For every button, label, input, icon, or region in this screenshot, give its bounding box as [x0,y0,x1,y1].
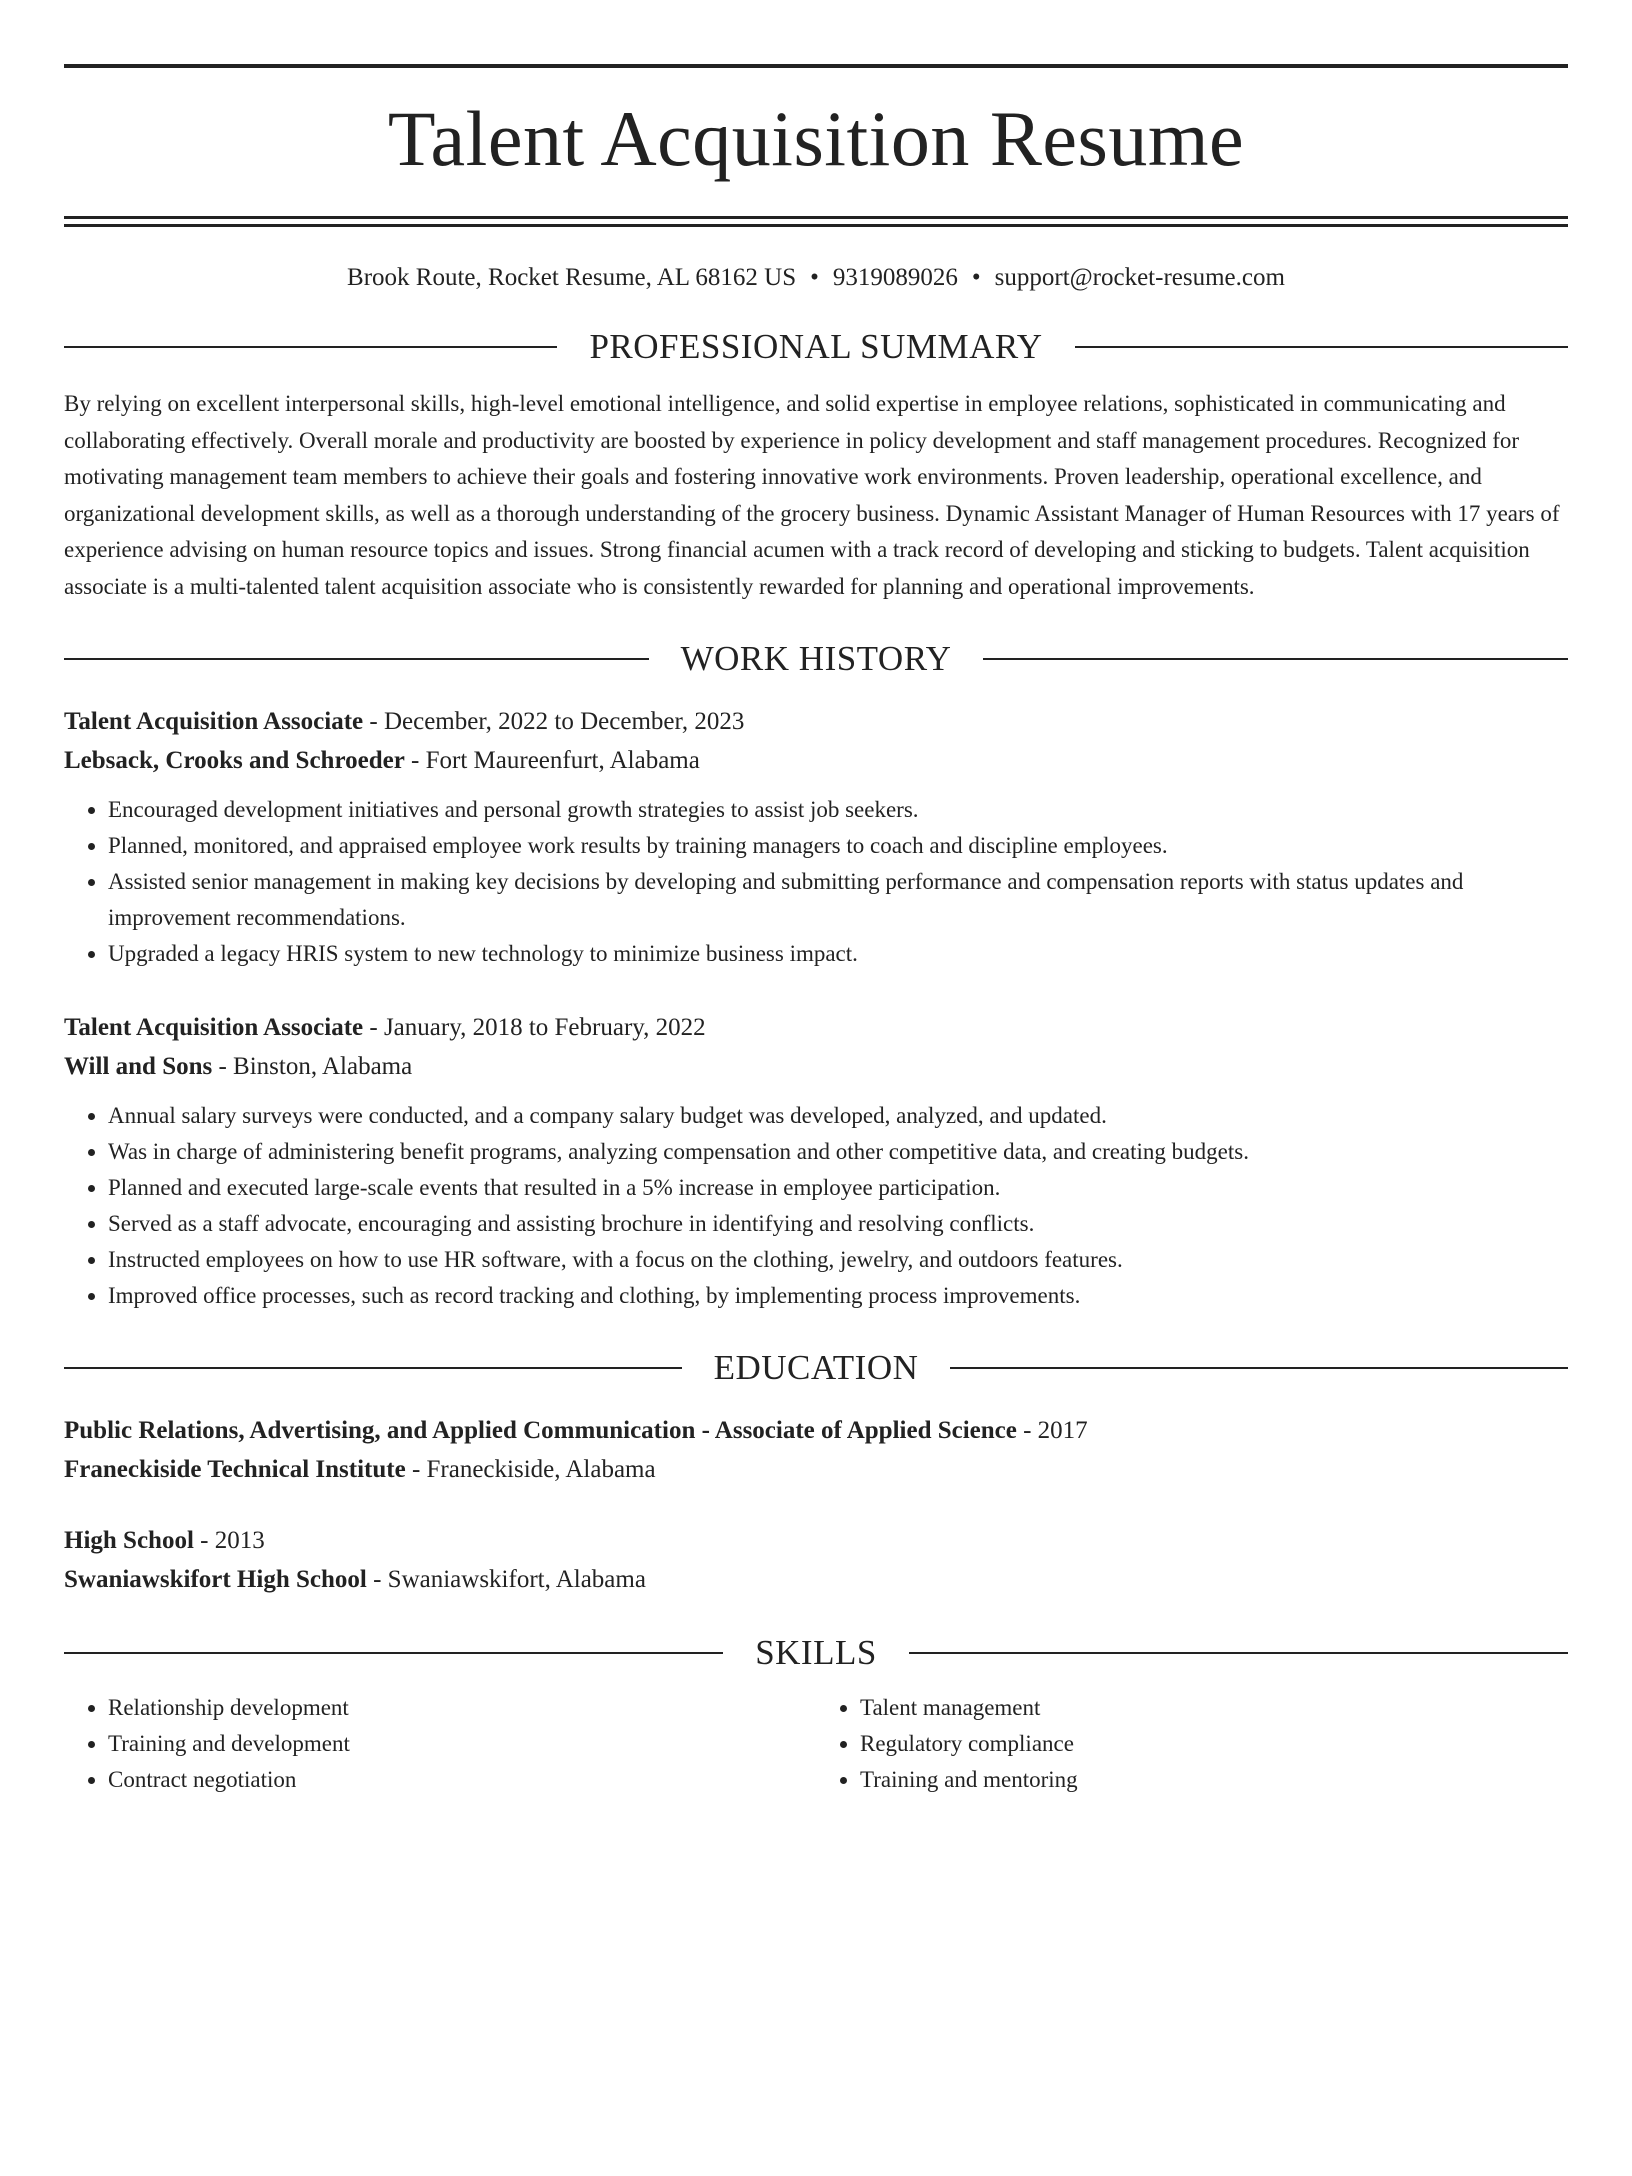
section-header-skills [64,1635,1568,1670]
education-school: Swaniawskifort High School [64,1566,367,1593]
job-entry [64,702,1568,972]
education-degree: High School [64,1527,194,1554]
section-rule-left [64,1367,682,1369]
list-item: • Annual salary surveys were conducted, and a company salary budget was developed, analyzed, and updated. [108,1098,1568,1134]
job-company: Lebsack, Crooks and Schroeder [64,747,405,774]
skills-list [64,1690,1568,1798]
section-header-summary [64,329,1568,364]
list-item: • Was in charge of administering benefit programs, analyzing compensation and other competitive data, and creating budgets. [108,1134,1568,1170]
section-rule-left [64,1652,723,1654]
job-company-line [64,741,1568,780]
section-header-education [64,1350,1568,1385]
section-title: PROFESSIONAL SUMMARY [589,327,1043,366]
resume-title: Talent Acquisition Resume [387,95,1245,182]
education-location: - Swaniawskifort, Alabama [366,1566,646,1593]
contact-address: Brook Route, Rocket Resume, AL 68162 US [347,264,797,291]
contact-separator: • [810,264,819,291]
job-bullets [64,1098,1568,1314]
list-item: • Encouraged development initiatives and personal growth strategies to assist job seekers. [108,792,1568,828]
job-company: Will and Sons [64,1053,213,1080]
job-company-line [64,1047,1568,1086]
skill-item: • Relationship development [108,1690,816,1726]
education-degree-line [64,1411,1568,1450]
contact-line [64,263,1568,293]
skill-item: • Training and development [108,1726,816,1762]
education-school: Franeckiside Technical Institute [64,1456,406,1483]
contact-phone: 9319089026 [832,264,958,291]
job-role: Talent Acquisition Associate [64,708,364,735]
education-school-line [64,1560,1568,1599]
education-school-line [64,1450,1568,1489]
resume-page [0,64,1632,2176]
skills-column-right [816,1690,1568,1798]
section-title: SKILLS [755,1633,877,1672]
section-rule-right [983,658,1568,660]
education-entry [64,1411,1568,1489]
section-title: EDUCATION [713,1348,919,1387]
skill-item: • Talent management [860,1690,1568,1726]
job-role-line [64,702,1568,741]
list-item: • Instructed employees on how to use HR software, with a focus on the clothing, jewelry, and outdoors features. [108,1242,1568,1278]
summary-text: By relying on excellent interpersonal skills, high-level emotional intelligence, and solid expertise in employee relations, sophisticated in communicating and collaborating effectively. Overall morale and productivity are boosted by experience in policy development and staff management procedures. Recognized for motivating management team members to achieve their goals and fostering innovative work environments. Proven leadership, operational excellence, and organizational development skills, as well as a thorough understanding of the grocery business. Dynamic Assistant Manager of Human Resources with 17 years of experience advising on human resource topics and issues. Strong financial acumen with a track record of developing and sticking to budgets. Talent acquisition associate is a multi-talented talent acquisition associate who is consistently rewarded for planning and operational improvements. [64,391,1560,599]
job-location: - Binston, Alabama [212,1053,413,1080]
education-entry [64,1521,1568,1599]
education-year: - 2013 [193,1527,265,1554]
section-title: WORK HISTORY [680,639,952,678]
list-item: • Planned, monitored, and appraised employee work results by training managers to coach and discipline employees. [108,828,1568,864]
job-dates: - January, 2018 to February, 2022 [363,1014,706,1041]
section-rule-right [1075,346,1568,348]
education-degree-line [64,1521,1568,1560]
job-role: Talent Acquisition Associate [64,1014,364,1041]
top-rule [64,64,1568,68]
section-header-work [64,641,1568,676]
double-rule [64,216,1568,227]
section-rule-right [950,1367,1568,1369]
skill-item: • Contract negotiation [108,1762,816,1798]
job-role-line [64,1008,1568,1047]
section-rule-left [64,346,557,348]
skill-item: • Training and mentoring [860,1762,1568,1798]
job-bullets [64,792,1568,972]
job-location: - Fort Maureenfurt, Alabama [404,747,700,774]
section-rule-right [909,1652,1568,1654]
list-item: • Planned and executed large-scale events that resulted in a 5% increase in employee participation. [108,1170,1568,1206]
list-item: • Served as a staff advocate, encouraging and assisting brochure in identifying and resolving conflicts. [108,1206,1568,1242]
job-entry [64,1008,1568,1314]
skill-item: • Regulatory compliance [860,1726,1568,1762]
education-location: - Franeckiside, Alabama [405,1456,656,1483]
list-item: • Upgraded a legacy HRIS system to new technology to minimize business impact. [108,936,1568,972]
contact-email: support@rocket-resume.com [994,264,1285,291]
list-item: • Improved office processes, such as record tracking and clothing, by implementing process improvements. [108,1278,1568,1314]
skills-column-left [64,1690,816,1798]
contact-separator: • [971,264,981,291]
education-year: - 2017 [1016,1417,1088,1444]
section-rule-left [64,658,649,660]
list-item: • Assisted senior management in making key decisions by developing and submitting performance and compensation reports with status updates and improvement recommendations. [108,864,1568,936]
education-degree: Public Relations, Advertising, and Applied Communication - Associate of Applied Science [64,1417,1017,1444]
job-dates: - December, 2022 to December, 2023 [363,708,745,735]
